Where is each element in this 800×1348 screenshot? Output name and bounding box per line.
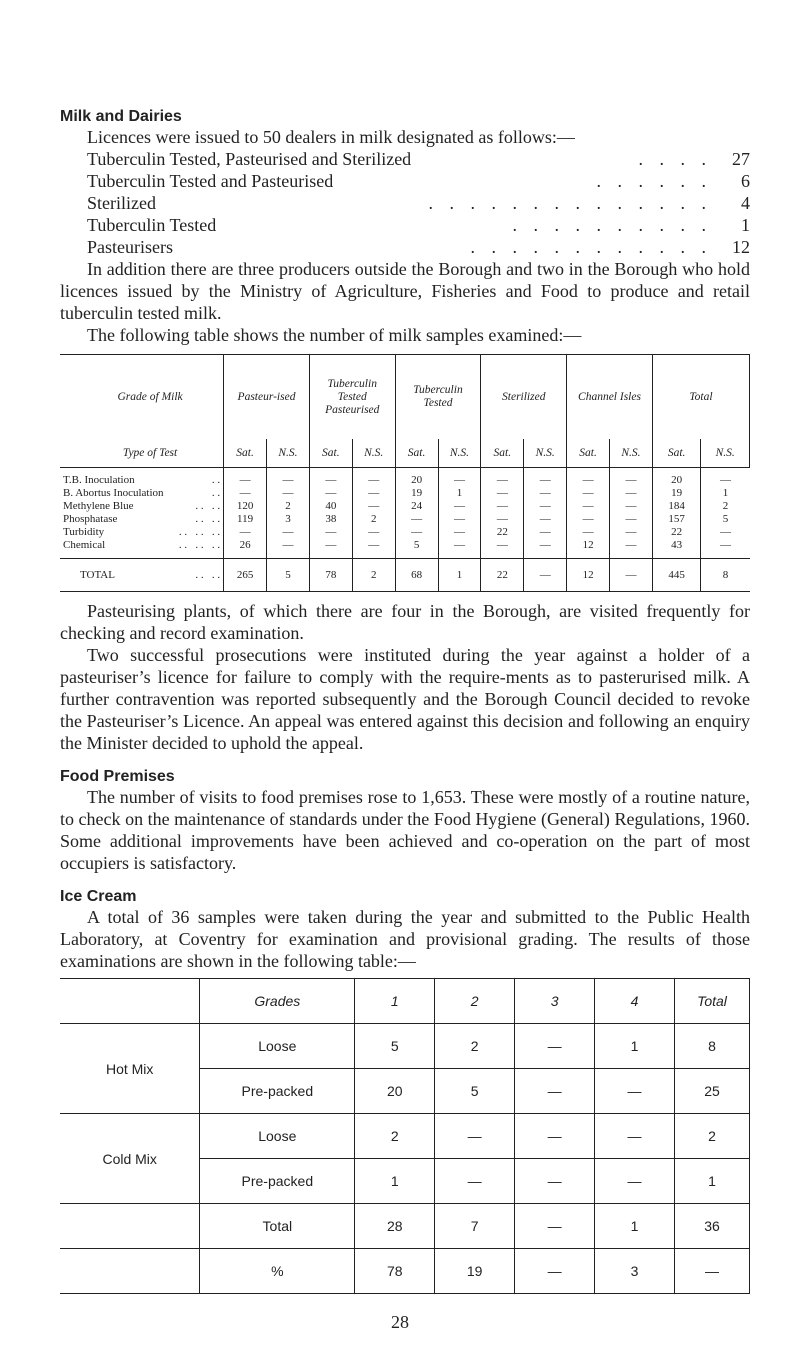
table-cell: — <box>567 526 610 539</box>
ice-cell: 20 <box>355 1069 435 1114</box>
pack-kind: Pre-packed <box>200 1159 355 1204</box>
group-header: Pasteur-ised <box>224 355 310 440</box>
licence-dots: . . . . . . . . . . . . <box>470 237 712 257</box>
table-cell: — <box>267 526 310 539</box>
ice-cell: 8 <box>675 1024 750 1069</box>
table-cell: — <box>438 468 481 488</box>
table-cell: — <box>567 513 610 526</box>
ice-cell: — <box>515 1114 595 1159</box>
group-header: Tuberculin Tested <box>395 355 481 440</box>
ice-cell: 1 <box>595 1204 675 1249</box>
type-of-test-header: Type of Test <box>60 439 224 468</box>
ice-row <box>60 1114 750 1159</box>
table-cell: — <box>309 526 352 539</box>
ice-cell: 1 <box>355 1159 435 1204</box>
ns-header: N.S. <box>267 439 310 468</box>
sat-header: Sat. <box>481 439 524 468</box>
test-type-label <box>60 526 224 539</box>
row-kind: % <box>200 1249 355 1294</box>
ice-header-cell: Grades <box>200 979 355 1024</box>
ice-header-cell: 2 <box>435 979 515 1024</box>
mix-group-label: Hot Mix <box>60 1024 200 1114</box>
table-cell: — <box>481 487 524 500</box>
ice-cell: — <box>515 1159 595 1204</box>
licence-row <box>87 170 750 192</box>
ice-header-cell: 3 <box>515 979 595 1024</box>
table-row <box>60 468 750 488</box>
group-header: Total <box>652 355 749 440</box>
table-cell: 24 <box>395 500 438 513</box>
table-cell: 43 <box>652 539 701 559</box>
table-cell: 40 <box>309 500 352 513</box>
ice-cell: 1 <box>675 1159 750 1204</box>
food-premises-para: The number of visits to food premises rose to 1,653. These were mostly of a routine nature, to check on the maintenance of standards under the Food Hygiene (General) Regulations, 1960. Some additional improvements have been achieved and co-operation on the part of most occupiers is satisfactory. <box>60 787 750 873</box>
leader-dots: . . <box>211 487 221 499</box>
table-cell: 5 <box>722 513 729 525</box>
total-cell: 22 <box>481 559 524 592</box>
table-cell: — <box>309 539 352 559</box>
table-cell: — <box>610 487 653 500</box>
table-cell: — <box>701 468 750 488</box>
licence-list <box>87 148 750 258</box>
ice-cell: 36 <box>675 1204 750 1249</box>
table-cell: 26 <box>224 539 267 559</box>
group-header: Sterilized <box>481 355 567 440</box>
total-cell: — <box>524 559 567 592</box>
test-type-label <box>60 513 224 526</box>
table-cell: 38 <box>309 513 352 526</box>
pack-kind: Loose <box>200 1114 355 1159</box>
table-cell: — <box>481 539 524 559</box>
table-cell: — <box>524 539 567 559</box>
table-cell: 22 <box>652 526 701 539</box>
table-row <box>60 487 750 500</box>
table-cell: — <box>438 500 481 513</box>
empty-cell <box>60 1249 200 1294</box>
table-cell: — <box>481 468 524 488</box>
milk-heading: Milk and Dairies <box>60 108 182 125</box>
ice-cell: — <box>435 1159 515 1204</box>
ice-total-row <box>60 1204 750 1249</box>
ice-cell: 7 <box>435 1204 515 1249</box>
leader-dots: . . . . . . <box>178 526 221 538</box>
total-cell: 8 <box>701 559 750 592</box>
sat-header: Sat. <box>567 439 610 468</box>
table-cell: — <box>352 526 395 539</box>
sat-header: Sat. <box>395 439 438 468</box>
ice-cell: — <box>435 1114 515 1159</box>
ice-percent-row <box>60 1249 750 1294</box>
table-cell: — <box>567 468 610 488</box>
sat-header: Sat. <box>652 439 701 468</box>
ice-header-cell: 1 <box>355 979 435 1024</box>
pasteurising-plants-para: Pasteurising plants, of which there are four in the Borough, are visited frequently for checking and record examination. <box>60 601 750 643</box>
page <box>60 0 750 1294</box>
mix-group-label: Cold Mix <box>60 1114 200 1204</box>
ice-cream-para: A total of 36 samples were taken during the year and submitted to the Public Health Laboratory, at Coventry for examination and provisional grading. The results of those examinations are shown in the following table:— <box>60 907 750 971</box>
pack-kind: Pre-packed <box>200 1069 355 1114</box>
licence-label: Tuberculin Tested, Pasteurised and Sterilized <box>87 149 412 169</box>
table-cell: — <box>524 468 567 488</box>
ice-cell: 3 <box>595 1249 675 1294</box>
milk-intro: Licences were issued to 50 dealers in milk designated as follows:— <box>87 127 575 147</box>
ice-cell: 2 <box>675 1114 750 1159</box>
table-cell: 12 <box>567 539 610 559</box>
ice-cell: 2 <box>355 1114 435 1159</box>
table-cell: — <box>224 487 267 500</box>
ice-cell: 1 <box>595 1024 675 1069</box>
group-header: Channel Isles <box>567 355 653 440</box>
ice-cell: — <box>675 1249 750 1294</box>
total-cell: 445 <box>652 559 701 592</box>
empty-cell <box>60 979 200 1024</box>
total-cell: 68 <box>395 559 438 592</box>
ice-cell: — <box>595 1114 675 1159</box>
ice-cell: — <box>515 1204 595 1249</box>
table-cell: 2 <box>352 513 395 526</box>
page-number: 28 <box>391 1312 409 1332</box>
licence-label: Tuberculin Tested and Pasteurised <box>87 171 334 191</box>
licence-count: 6 <box>741 171 750 191</box>
total-row <box>60 559 750 592</box>
table-cell: — <box>267 487 310 500</box>
ice-cell: — <box>515 1249 595 1294</box>
food-premises-heading: Food Premises <box>60 768 175 785</box>
row-kind: Total <box>200 1204 355 1249</box>
table-cell: — <box>524 526 567 539</box>
total-cell: 12 <box>567 559 610 592</box>
sat-header: Sat. <box>309 439 352 468</box>
table-cell: — <box>395 526 438 539</box>
test-type-label <box>60 468 224 488</box>
table-cell: — <box>352 539 395 559</box>
empty-cell <box>60 1204 200 1249</box>
licence-dots: . . . . . . . . . . . . . . <box>428 193 712 213</box>
table-cell: 1 <box>722 487 729 499</box>
sat-header: Sat. <box>224 439 267 468</box>
table-cell: — <box>524 513 567 526</box>
table-cell: 20 <box>395 468 438 488</box>
test-type-name: Chemical <box>63 539 106 551</box>
test-type-name: T.B. Inoculation <box>63 474 135 486</box>
table-cell: — <box>524 487 567 500</box>
licence-row <box>87 148 750 170</box>
licence-dots: . . . . . . <box>596 171 712 191</box>
ice-cell: 5 <box>435 1069 515 1114</box>
table-cell: — <box>610 526 653 539</box>
table-cell: — <box>481 500 524 513</box>
ns-header: N.S. <box>701 439 750 468</box>
table-cell: 19 <box>652 487 701 500</box>
ns-header: N.S. <box>438 439 481 468</box>
table-cell: — <box>610 468 653 488</box>
table-cell: — <box>719 526 731 538</box>
ice-cream-heading: Ice Cream <box>60 888 137 905</box>
table-cell: 3 <box>267 513 310 526</box>
table-cell: — <box>224 468 267 488</box>
licence-row <box>87 236 750 258</box>
table-cell: — <box>395 513 438 526</box>
test-type-label <box>60 487 224 500</box>
table-cell: — <box>267 468 310 488</box>
ice-header-cell: Total <box>675 979 750 1024</box>
table-cell: — <box>719 539 731 551</box>
total-cell: 2 <box>352 559 395 592</box>
ice-cell: — <box>595 1159 675 1204</box>
pack-kind: Loose <box>200 1024 355 1069</box>
table-cell: — <box>438 526 481 539</box>
ice-cell: 78 <box>355 1249 435 1294</box>
ice-cell: — <box>515 1024 595 1069</box>
table-row <box>60 539 750 559</box>
ns-header: N.S. <box>610 439 653 468</box>
total-label <box>60 559 224 592</box>
licence-row <box>87 214 750 236</box>
table-cell: — <box>481 513 524 526</box>
licence-label: Pasteurisers <box>87 237 173 257</box>
licence-count: 4 <box>741 193 750 213</box>
test-type-name: Methylene Blue <box>63 500 134 512</box>
licence-dots: . . . . . . . . . . <box>512 215 712 235</box>
table-cell: — <box>567 487 610 500</box>
ice-cell: 25 <box>675 1069 750 1114</box>
ice-cell: 28 <box>355 1204 435 1249</box>
ice-cell: 2 <box>435 1024 515 1069</box>
ns-header: N.S. <box>524 439 567 468</box>
leader-dots: . . . . <box>195 568 221 581</box>
test-type-name: Phosphatase <box>63 513 118 525</box>
table-cell: 184 <box>652 500 701 513</box>
leader-dots: . . <box>211 474 221 486</box>
table-cell: — <box>352 487 395 500</box>
total-cell: 1 <box>438 559 481 592</box>
table-cell: — <box>524 500 567 513</box>
ice-cell: — <box>515 1069 595 1114</box>
table-cell: — <box>352 500 395 513</box>
leader-dots: . . . . <box>195 500 221 512</box>
group-header: Tuberculin Tested Pasteurised <box>309 355 395 440</box>
licence-label: Tuberculin Tested <box>87 215 217 235</box>
table-cell: 2 <box>267 500 310 513</box>
licence-count: 27 <box>732 149 750 169</box>
licence-label: Sterilized <box>87 193 156 213</box>
table-cell: — <box>610 500 653 513</box>
total-cell: — <box>610 559 653 592</box>
table-cell: — <box>224 526 267 539</box>
milk-samples-table <box>60 354 750 592</box>
table-cell: — <box>309 468 352 488</box>
prosecutions-para: Two successful prosecutions were instituted during the year against a holder of a pasteuriser’s licence for failure to comply with the require-ments as to pasterurised milk. A further contravention was reported subsequently and the Borough Council decided to revoke the Pasteuriser’s Licence. An appeal was entered against this decision and following an enquiry the Minister decided to uphold the appeal. <box>60 645 750 753</box>
table-cell: — <box>610 539 653 559</box>
ice-cell: 5 <box>355 1024 435 1069</box>
total-name: TOTAL <box>80 568 115 581</box>
table-cell: — <box>567 500 610 513</box>
table-cell: — <box>438 513 481 526</box>
leader-dots: . . . . <box>195 513 221 525</box>
table-cell: 2 <box>722 500 729 512</box>
table-cell: — <box>352 468 395 488</box>
table-cell: — <box>610 513 653 526</box>
ice-cell: — <box>595 1069 675 1114</box>
ice-header-cell: 4 <box>595 979 675 1024</box>
table-cell: 119 <box>224 513 267 526</box>
table-cell: — <box>267 539 310 559</box>
milk-para-table-intro: The following table shows the number of milk samples examined:— <box>87 325 582 345</box>
ice-cream-grades-table <box>60 978 750 1294</box>
table-cell: 19 <box>395 487 438 500</box>
table-cell: 120 <box>224 500 267 513</box>
table-cell: 5 <box>395 539 438 559</box>
table-cell: 157 <box>652 513 701 526</box>
table-cell: 20 <box>652 468 701 488</box>
grade-of-milk-header: Grade of Milk <box>60 355 224 440</box>
ice-row <box>60 1024 750 1069</box>
ice-header-row <box>60 979 750 1024</box>
ns-header: N.S. <box>352 439 395 468</box>
table-cell: 22 <box>481 526 524 539</box>
test-type-label <box>60 500 224 513</box>
table-cell: — <box>309 487 352 500</box>
table-row <box>60 500 750 513</box>
total-cell: 78 <box>309 559 352 592</box>
total-cell: 5 <box>267 559 310 592</box>
ice-cell: 19 <box>435 1249 515 1294</box>
table-row <box>60 526 750 539</box>
test-type-name: Turbidity <box>63 526 105 538</box>
table-cell: 1 <box>438 487 481 500</box>
total-cell: 265 <box>224 559 267 592</box>
leader-dots: . . . . . . <box>178 539 221 551</box>
licence-dots: . . . . <box>638 149 712 169</box>
test-type-label <box>60 539 224 559</box>
licence-count: 12 <box>732 237 750 257</box>
table-row <box>60 513 750 526</box>
licence-row <box>87 192 750 214</box>
milk-para-producers: In addition there are three producers outside the Borough and two in the Borough who hold licences issued by the Ministry of Agriculture, Fisheries and Food to produce and retail tuberculin tested milk. <box>60 259 750 323</box>
test-type-name: B. Abortus Inoculation <box>63 487 164 499</box>
licence-count: 1 <box>741 215 750 235</box>
table-cell: — <box>438 539 481 559</box>
